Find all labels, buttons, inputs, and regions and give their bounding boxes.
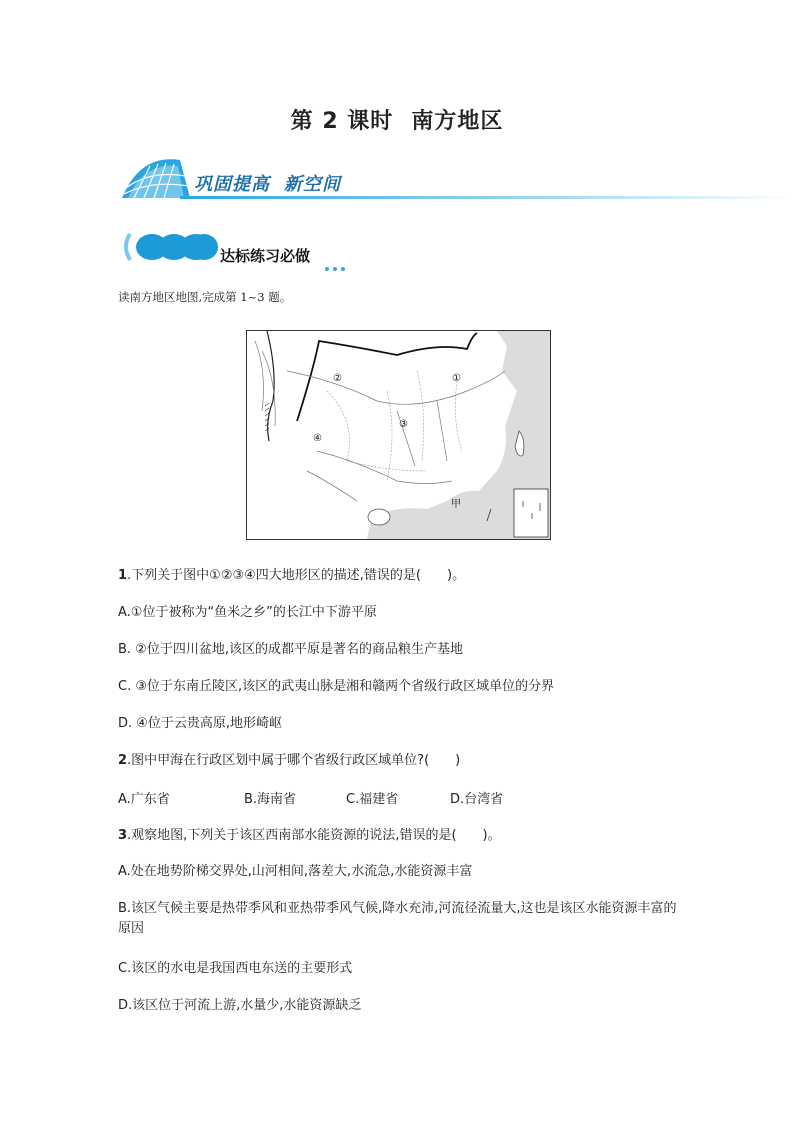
question-3-option-d: D.该区位于河流上游,水量少,水能资源缺乏	[118, 998, 362, 1013]
question-3-option-a: A.处在地势阶梯交界处,山河相间,落差大,水流急,水能资源丰富	[118, 864, 473, 879]
question-2-option-a: A.广东省	[118, 792, 170, 807]
section-label: 达标练习必做	[220, 247, 311, 265]
region-label-3: ③	[399, 419, 408, 430]
section-banner	[120, 152, 794, 202]
question-2-text: .图中甲海在行政区划中属于哪个省级行政区域单位?( )	[127, 753, 461, 768]
question-1-stem	[118, 566, 465, 586]
region-label-4: ④	[313, 433, 322, 444]
section-badge-icon	[120, 228, 220, 264]
question-2-stem	[118, 751, 460, 771]
section-dots	[325, 256, 349, 275]
lesson-topic: 南方地区	[411, 109, 504, 134]
question-3-number: 3	[118, 828, 128, 843]
map-graphic	[247, 331, 550, 539]
lesson-number: 第 2 课时	[290, 109, 394, 134]
question-1-text: .下列关于图中①②③④四大地形区的描述,错误的是( )。	[127, 568, 466, 583]
banner-underline	[180, 196, 794, 199]
question-3-text: .观察地图,下列关于该区西南部水能资源的说法,错误的是( )。	[127, 828, 501, 843]
question-1-option-a: A.①位于被称为“鱼米之乡”的长江中下游平原	[118, 605, 377, 620]
question-3-stem	[118, 826, 501, 846]
question-2-option-d: D.台湾省	[450, 792, 504, 807]
intro-text: 读南方地区地图,完成第 1~3 题。	[118, 290, 292, 304]
question-3-option-c: C.该区的水电是我国西电东送的主要形式	[118, 961, 353, 976]
banner-right-text: 新空间	[284, 174, 341, 195]
section-header	[120, 228, 380, 268]
question-2-options	[118, 788, 718, 807]
question-1-number: 1	[118, 568, 128, 583]
question-3-option-b: B.该区气候主要是热带季风和亚热带季风气候,降水充沛,河流径流量大,这也是该区水能资源丰富的原因	[118, 901, 677, 936]
banner-left-text: 巩固提高	[194, 174, 270, 195]
south-region-map	[246, 330, 551, 540]
region-label-1: ①	[452, 373, 461, 384]
banner-title	[194, 170, 341, 196]
question-1-option-b: B. ②位于四川盆地,该区的成都平原是著名的商品粮生产基地	[118, 642, 463, 657]
question-2-number: 2	[118, 753, 128, 768]
question-1-option-d: D. ④位于云贵高原,地形崎岖	[118, 716, 283, 731]
sea-label-jia: 甲	[451, 499, 461, 510]
question-1-option-c: C. ③位于东南丘陵区,该区的武夷山脉是湘和赣两个省级行政区域单位的分界	[118, 679, 555, 694]
banner-graphic-icon	[120, 152, 200, 200]
page-title	[0, 104, 794, 135]
question-2-option-b: B.海南省	[244, 792, 297, 807]
question-2-option-c: C.福建省	[346, 792, 399, 807]
region-label-2: ②	[333, 373, 342, 384]
